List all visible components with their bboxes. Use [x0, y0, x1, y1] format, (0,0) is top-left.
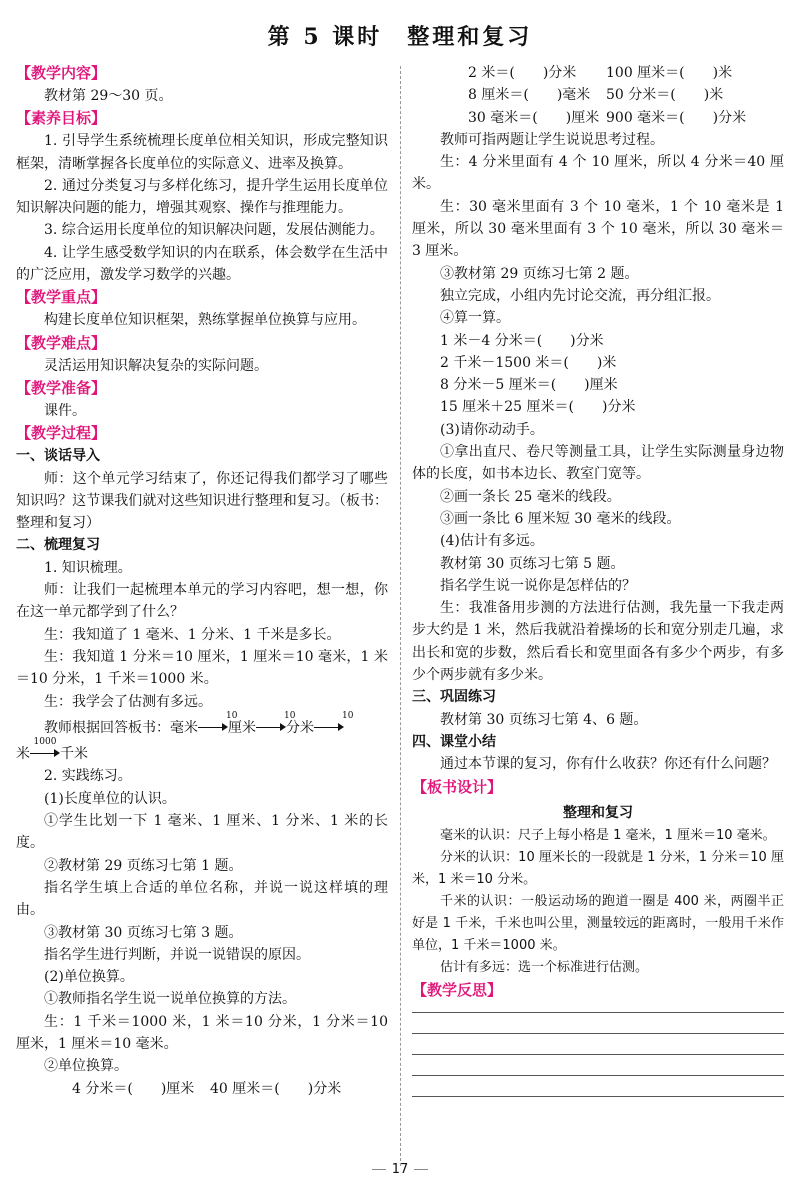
heading-board-design: 【板书设计】: [412, 777, 503, 796]
para-draw-25mm: ②画一条长 25 毫米的线段。: [440, 488, 621, 505]
para-intro: 师：这个单元学习结束了，你还记得我们都学习了哪些知识吗？这节课我们就对这些知识进行整理和复习。（板书：整理和复习）: [16, 470, 388, 532]
writing-line: [412, 1096, 784, 1097]
para-estimate: (4)估计有多远。: [440, 533, 544, 550]
para-teacher-ask: 师：让我们一起梳理本单元的学习内容吧，想一想，你在这一单元都学到了什么？: [16, 582, 388, 621]
column-divider: [400, 66, 401, 1166]
exercise-row-1: [16, 1078, 388, 1100]
section-consolidate: 三、巩固练习: [412, 689, 496, 706]
para-explain: 教师可指两题让学生说说思考过程。: [440, 131, 664, 148]
goal-3: 3. 综合运用长度单位的知识解决问题，发展估测能力。: [44, 222, 384, 239]
para-exercise-4-6: 教材第 30 页练习七第 4、6 题。: [440, 711, 648, 728]
calc-1: 1 米－4 分米＝( )分米: [440, 332, 604, 349]
para-student-2: 生：我知道 1 分米＝10 厘米，1 厘米＝10 毫米，1 米＝10 分米，1 千米＝1000 米。: [16, 648, 388, 688]
para-group-work: 独立完成，小组内先讨论交流，再分组汇报。: [440, 287, 720, 304]
para-unit-recognition: (1)长度单位的认识。: [44, 790, 176, 807]
exercise-row-2: [412, 62, 784, 84]
exercise-4dm: 4 分米＝( )厘米: [72, 1080, 195, 1097]
reflection-lines: [412, 1012, 784, 1097]
para-exercise-3: ③教材第 30 页练习七第 3 题。: [44, 924, 243, 941]
exercise-900mm: 900 毫米＝( )分米: [606, 109, 747, 126]
exercise-row-3: [412, 84, 784, 106]
para-measure: ①拿出直尺、卷尺等测量工具，让学生实际测量身边物体的长度，如书本边长、教室门宽等。: [412, 444, 784, 483]
para-summary: 通过本节课的复习，你有什么收获？你还有什么问题？: [440, 756, 776, 773]
para-practice: 2. 实践练习。: [44, 768, 132, 785]
heading-key-points: 【教学重点】: [16, 288, 107, 307]
section-review: 二、梳理复习: [16, 537, 100, 554]
flow-arrow-4: 1000: [30, 749, 60, 759]
board-dm: 分米的认识：10 厘米长的一段就是 1 分米，1 分米＝10 厘米，1 米＝10 分米。: [412, 849, 784, 887]
para-knowledge: 1. 知识梳理。: [44, 559, 132, 576]
calc-4: 15 厘米＋25 厘米＝( )分米: [440, 399, 636, 416]
exercise-8cm: 8 厘米＝( )毫米: [468, 87, 591, 104]
flow-arrow-1: 10: [198, 723, 228, 733]
text-key-points: 构建长度单位知识框架，熟练掌握单位换算与应用。: [44, 312, 366, 329]
goal-1: 1. 引导学生系统梳理长度单位相关知识，形成完整知识框架，清晰掌握各长度单位的实际意义、进率及换算。: [16, 133, 388, 172]
calc-2: 2 千米－1500 米＝( )米: [440, 354, 617, 371]
page-footer: [0, 1162, 800, 1177]
calc-3: 8 分米－5 厘米＝( )厘米: [440, 377, 618, 394]
para-exercise-2: ③教材第 29 页练习七第 2 题。: [440, 265, 639, 282]
text-preparation: 课件。: [44, 402, 86, 419]
board-km: 千米的认识：一般运动场的跑道一圈是 400 米，两圈半正好是 1 千米，千米也叫公里，测量较远的距离时，一般用千米作单位，1 千米＝1000 米。: [412, 893, 784, 953]
para-student-30mm: 生：30 毫米里面有 3 个 10 毫米，1 个 10 毫米是 1 厘米，所以 30 毫米里面有 3 个 10 毫米，所以 30 毫米＝3 厘米。: [412, 198, 784, 260]
writing-line: [412, 1033, 784, 1034]
exercise-2m: 2 米＝( )分米: [468, 65, 577, 81]
exercise-50dm: 50 分米＝( )米: [606, 87, 724, 104]
flow-unit-km: 千米: [60, 746, 88, 763]
para-gesture: ①学生比划一下 1 毫米、1 厘米、1 分米、1 米的长度。: [16, 813, 388, 852]
flow-lead: 教师根据回答板书：: [44, 719, 170, 736]
para-student-conversion: 生：1 千米＝1000 米，1 米＝10 分米，1 分米＝10 厘米，1 厘米＝10 毫米。: [16, 1013, 388, 1052]
para-student-1: 生：我知道了 1 毫米、1 分米、1 千米是多长。: [44, 626, 341, 643]
page-number: 17: [391, 1162, 409, 1177]
flow-arrow-3: 10: [314, 723, 344, 733]
exercise-100cm: 100 厘米＝( )米: [606, 65, 733, 81]
heading-goals: 【素养目标】: [16, 109, 107, 128]
para-student-steps: 生：我准备用步测的方法进行估测，我先量一下我走两步大约是 1 米，然后我就沿着操场的长和宽分别走几遍，求出长和宽的步数，然后看长和宽里面各有多少个两步，有多少个两步就有多少米。: [412, 600, 784, 684]
exercise-row-4: [412, 107, 784, 129]
goal-2: 2. 通过分类复习与多样化练习，提升学生运用长度单位知识解决问题的能力，增强其观察、操作与推理能力。: [16, 177, 388, 217]
para-conversion: (2)单位换算。: [44, 969, 134, 986]
section-summary: 四、课堂小结: [412, 733, 496, 750]
para-fill-units: 指名学生填上合适的单位名称，并说一说这样填的理由。: [16, 879, 388, 919]
para-exercise-5: 教材第 30 页练习七第 5 题。: [440, 555, 625, 572]
exercise-40cm: 40 厘米＝( )分米: [210, 1080, 342, 1097]
para-student-3: 生：我学会了估测有多远。: [44, 693, 212, 710]
board-estimate: 估计有多远：选一个标准进行估测。: [440, 959, 649, 975]
para-method: ①教师指名学生说一说单位换算的方法。: [44, 991, 296, 1008]
exercise-30mm: 30 毫米＝( )厘米: [468, 109, 600, 126]
flow-unit-mm: 毫米: [170, 719, 198, 736]
para-exercise-1: ②教材第 29 页练习七第 1 题。: [44, 857, 243, 874]
para-calculate: ④算一算。: [440, 310, 510, 327]
heading-process: 【教学过程】: [16, 424, 107, 443]
text-content: 教材第 29～30 页。: [44, 88, 173, 104]
heading-difficulties: 【教学难点】: [16, 333, 107, 352]
para-student-4dm: 生：4 分米里面有 4 个 10 厘米，所以 4 分米＝40 厘米。: [412, 154, 784, 193]
left-column: [16, 62, 388, 1100]
unit-flow-line2: [16, 737, 388, 765]
para-draw-shorter: ③画一条比 6 厘米短 30 毫米的线段。: [440, 510, 681, 527]
para-hands-on: (3)请你动动手。: [440, 421, 544, 438]
text-difficulties: 灵活运用知识解决复杂的实际问题。: [44, 357, 268, 374]
para-judge: 指名学生进行判断，并说一说错误的原因。: [44, 946, 310, 963]
flow-unit-m: 米: [16, 746, 30, 763]
board-mm: 毫米的认识：尺子上每小格是 1 毫米，1 厘米＝10 毫米。: [440, 827, 776, 843]
flow-arrow-2: 10: [256, 723, 286, 733]
heading-teaching-content: 【教学内容】: [16, 64, 107, 82]
para-conversion-task: ②单位换算。: [44, 1058, 128, 1075]
writing-line: [412, 1075, 784, 1076]
section-intro: 一、谈话导入: [16, 448, 100, 465]
writing-line: [412, 1012, 784, 1013]
right-column: [412, 62, 784, 1117]
para-how-estimate: 指名学生说一说你是怎样估的？: [440, 577, 636, 594]
unit-flow: [16, 710, 388, 739]
goal-4: 4. 让学生感受数学知识的内在联系，体会数学在生活中的广泛应用，激发学习数学的兴趣。: [16, 244, 388, 284]
page-title: 第 5 课时 整理和复习: [267, 24, 533, 50]
heading-reflection: 【教学反思】: [412, 980, 503, 999]
board-title: 整理和复习: [563, 804, 633, 821]
writing-line: [412, 1054, 784, 1055]
heading-preparation: 【教学准备】: [16, 378, 107, 397]
flow-unit-dm: 分米: [286, 719, 314, 736]
flow-unit-cm: 厘米: [228, 719, 256, 736]
